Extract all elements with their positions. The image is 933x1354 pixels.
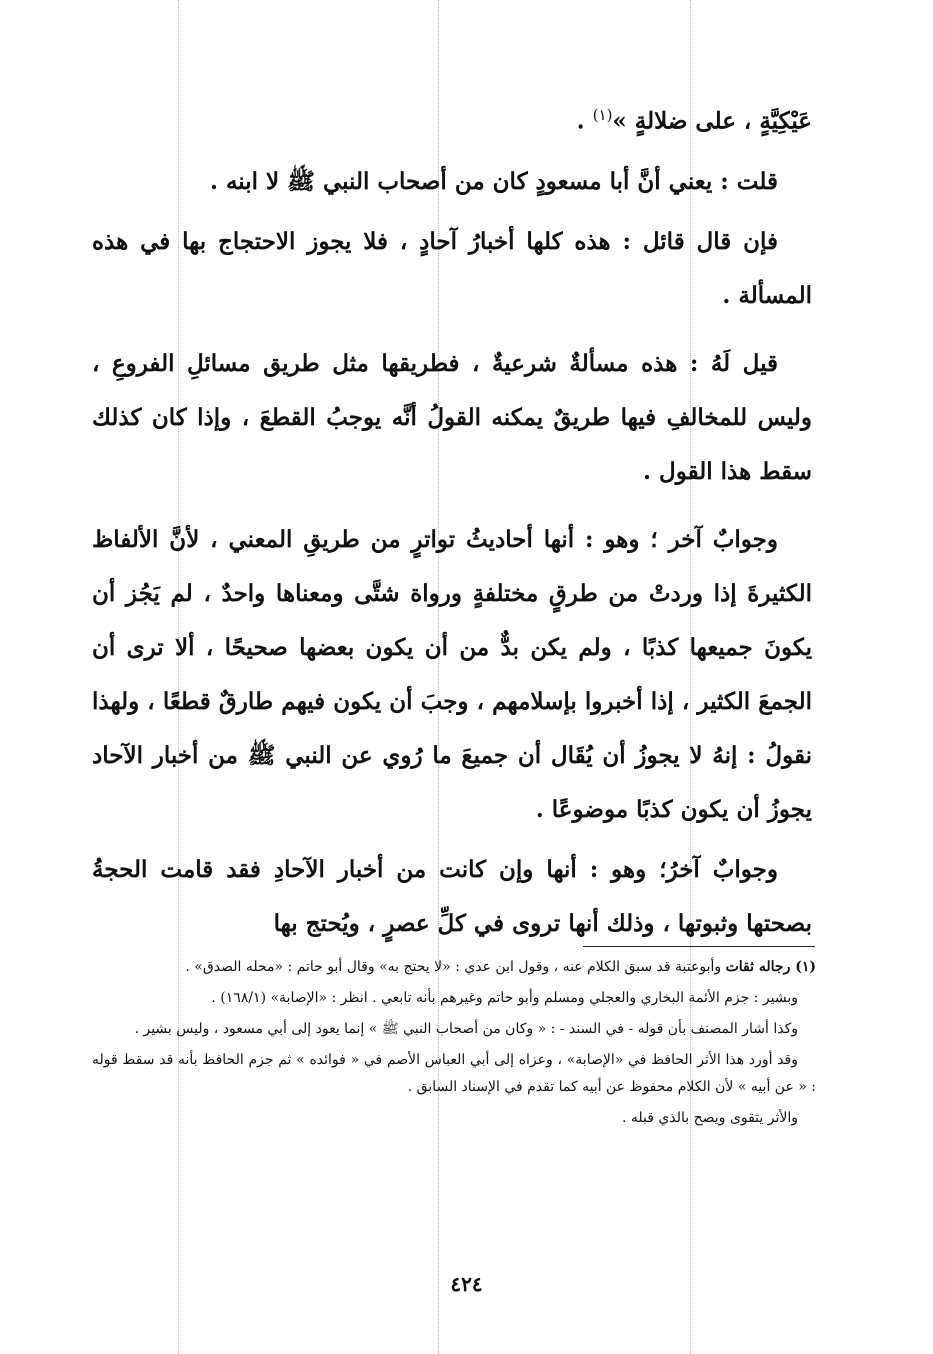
paragraph-answer-3: وجوابٌ آخرُ؛ وهو : أنها وإن كانت من أخبار الآحادِ فقد قامت الحجةُ بصحتها وثبوتها ، وذلك أنها تروى في كلِّ عصرٍ ، ويُحتج بها [92,855,812,937]
footnote-4: وقد أورد هذا الأثر الحافظ في «الإصابة» ، وعزاه إلى أبي العباس الأصم في « فوائده » ثم جزم الحافظ بأنه قد سقط قوله : « عن أبيه » لأن الكلام محفوظ عن أبيه كما تقدم في الإسناد السابق . [92,1052,816,1095]
footnote-5: والأثر يتقوى ويصح بالذي قبله . [622,1110,798,1126]
main-text-block [92,88,812,957]
footnote-3: وكذا أشار المصنف بأن قوله - في السند - : « وكان من أصحاب النبي ﷺ » إنما يعود إلى أبي مسعود ، وليس بشير . [134,1021,798,1037]
footnote-separator [583,946,815,947]
continuation-line-text: عَيْكِيَّةٍ ، على ضلالةٍ » [612,107,812,135]
footnote-marker: (١) [592,106,613,124]
paragraph-answer-1: قيل لَهُ : هذه مسألةٌ شرعيةٌ ، فطريقها مثل طريق مسائلِ الفروعِ ، وليس للمخالفِ فيها طريقٌ يمكنه القولُ أنَّه يوجبُ القطعَ ، وإذا كان كذلك سقط هذا القول . [92,349,812,485]
footnote-1 [92,954,816,981]
paragraph-qult: قلت : يعني أنَّ أبا مسعودٍ كان من أصحاب النبي ﷺ لا ابنه . [209,167,778,195]
footnote-1-label: (١) رجاله ثقات [725,959,816,975]
footnote-1-text: وأبوعتبة قد سبق الكلام عنه ، وقول ابن عدي : «لا يحتج به» وقال أبو حاتم : «محله الصدق» . [185,959,722,975]
continuation-line [92,88,812,149]
paragraph-answer-2: وجوابٌ آخر ؛ وهو : أنها أحاديثُ تواترٍ من طريقِ المعني ، لأنَّ الألفاظ الكثيرةَ إذا وردتْ من طرقٍ مختلفةٍ ورواة شتَّى ومعناها واحدٌ ، لم يَجُز أن يكونَ جميعها كذبًا ، ولم يكن بدٌّ من أن يكون بعضها صحيحًا ، ألا ترى أن الجمعَ الكثير ، إذا أخبروا بإسلامهم ، وجبَ أن يكون فيهم طارقٌ قطعًا ، ولهذا نقولُ : إنهُ لا يجوزُ أن يُقَال أن جميعَ ما رُوي عن النبي ﷺ من أخبار الآحاد يجوزُ أن يكون كذبًا موضوعًا . [92,525,812,823]
paragraph-objection: فإن قال قائل : هذه كلها أخبارُ آحادٍ ، فلا يجوز الاحتجاج بها في هذه المسألة . [92,227,812,309]
footnote-2: وبشير : جزم الأئمة البخاري والعجلي ومسلم وأبو حاتم وغيرهم بأنه تابعي . انظر : «الإصابة» (١٦٨/١) . [211,990,798,1006]
footnotes-block [92,954,816,1136]
page-number: ٤٢٤ [450,1272,483,1296]
continuation-line-end: . [576,107,593,135]
